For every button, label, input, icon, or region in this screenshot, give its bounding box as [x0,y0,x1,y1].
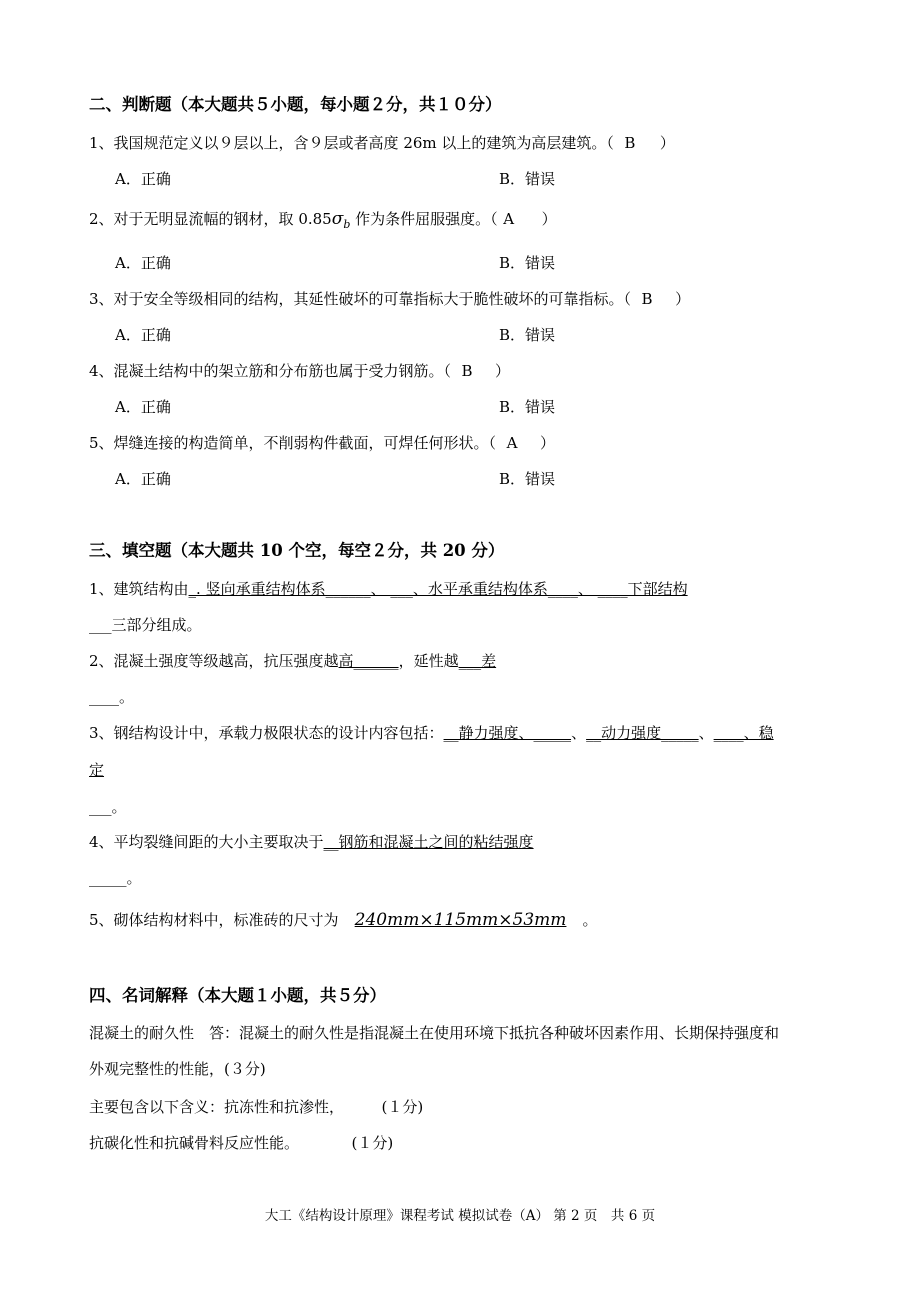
fill-q2-line2: ____。 [89,688,135,706]
judge-q4-answer: B [461,362,473,380]
fill-q5-answer: 240mm×115mm×53mm [354,910,567,930]
fill-q3-answer-3: ____、稳 [713,724,774,742]
judge-q2-option-b: B．错误 [499,254,556,272]
judge-q3-option-a: A．正确 [115,326,171,344]
definition-line-4: 抗碳化性和抗碱骨料反应性能。 (１分) [89,1134,394,1152]
judge-q4-option-a: A．正确 [115,398,171,416]
fill-q4-line2: _____。 [89,869,142,887]
fill-q3-line3: ___。 [89,798,127,816]
definition-line-3: 主要包含以下含义：抗冻性和抗渗性， (１分) [89,1098,424,1116]
fill-q1-answer: _. 竖向承重结构体系______、 ___、水平承重结构体系____、 ____下部结构 [188,580,688,598]
definition-line-2: 外观完整性的性能，(３分) [89,1060,266,1078]
judge-q1: 1、我国规范定义以９层以上，含９层或者高度 26m 以上的建筑为高层建筑。（ B ） [89,134,675,152]
fill-q1-line2: ___三部分组成。 [89,616,202,634]
judge-q4-option-b: B．错误 [499,398,556,416]
judge-q3-option-b: B．错误 [499,326,556,344]
fill-q1-line1: 1、建筑结构由_. 竖向承重结构体系______、 ___、水平承重结构体系____、 ____下部结构 [89,580,688,598]
fill-q3-answer-2: __动力强度_____ [586,724,699,742]
judge-q2-answer: A [503,210,515,228]
fill-q3-line1: 3、钢结构设计中，承载力极限状态的设计内容包括：__静力强度、_____、__动力强度_____、____、稳 [89,724,774,742]
judge-q5-option-b: B．错误 [499,470,556,488]
fill-q3-line2: 定 [89,761,105,779]
judge-q1-option-a: A．正确 [115,170,171,188]
judge-q2-option-a: A．正确 [115,254,171,272]
fill-q2-line1: 2、混凝土强度等级越高，抗压强度越高______，延性越___差 [89,652,497,670]
section2-title: 二、判断题（本大题共５小题，每小题２分，共１０分） [89,95,502,114]
fill-q4-line1: 4、平均裂缝间距的大小主要取决于__钢筋和混凝土之间的粘结强度 [89,833,534,851]
section3-title: 三、填空题（本大题共 10 个空，每空２分，共 20 分） [89,541,505,560]
fill-q3-answer-1: __静力强度、_____ [443,724,572,742]
section4-title: 四、名词解释（本大题１小题，共５分） [89,986,386,1005]
judge-q2: 2、对于无明显流幅的钢材，取 $0.85\sigma_b$ 作为条件屈服强度。（ A ） [89,209,557,231]
fill-q2-answer-2: ___差 [458,652,497,670]
judge-q4: 4、混凝土结构中的架立筋和分布筋也属于受力钢筋。（ B ） [89,362,511,380]
definition-line-1: 混凝土的耐久性 答：混凝土的耐久性是指混凝土在使用环境下抵抗各种破坏因素作用、长期保持强度和 [89,1024,780,1042]
fill-q4-answer: __钢筋和混凝土之间的粘结强度 [323,833,534,851]
fill-q5: 5、砌体结构材料中，标准砖的尺寸为 240mm×115mm×53mm 。 [89,910,598,930]
judge-q5-answer: A [506,434,518,452]
sigma-symbol: σ [331,209,344,229]
judge-q1-answer: B [624,134,636,152]
judge-q3: 3、对于安全等级相同的结构，其延性破坏的可靠指标大于脆性破坏的可靠指标。（ B ） [89,290,691,308]
page-footer: 大工《结构设计原理》课程考试 模拟试卷（A） 第 2 页 共 6 页 [264,1208,656,1224]
judge-q5: 5、焊缝连接的构造简单，不削弱构件截面，可焊任何形状。（ A ） [89,434,556,452]
judge-q3-answer: B [641,290,653,308]
fill-q2-answer-1: 高______ [338,652,399,670]
judge-q1-option-b: B．错误 [499,170,556,188]
judge-q5-option-a: A．正确 [115,470,171,488]
